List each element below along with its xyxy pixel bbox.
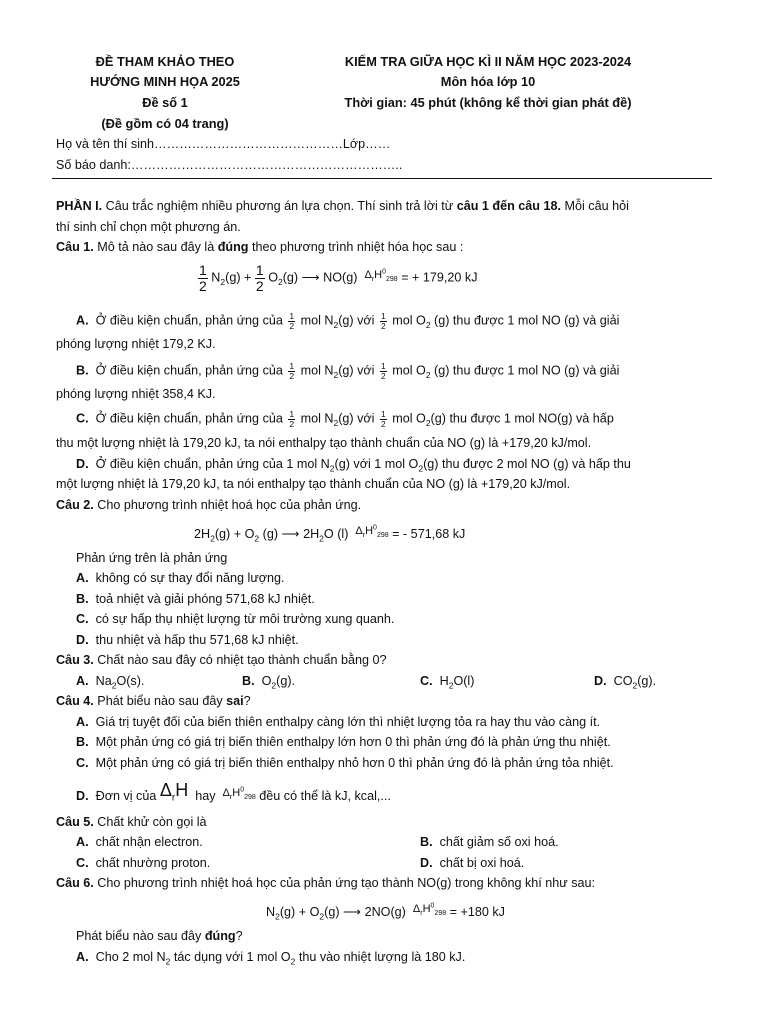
- header-left-1: ĐỀ THAM KHẢO THEO: [95, 54, 235, 69]
- q1-option-a[interactable]: A. Ở điều kiện chuẩn, phản ứng của $\frac{1}{2}$ mol $N_2(g)$ với $\frac{1}{2}$ mol $O_2$ (g) thu được 1 mol NO (g) và giải: [76, 311, 620, 331]
- duration: Thời gian: 45 phút (không kể thời gian phát đề): [344, 95, 632, 110]
- header-left-2: HƯỚNG MINH HỌA 2025: [90, 74, 240, 89]
- q1-option-b-cont: phóng lượng nhiệt 358,4 KJ.: [56, 387, 216, 401]
- q3-option-a[interactable]: A. $Na_2O(s)$.: [76, 674, 145, 691]
- question-1: Câu 1. Mô tả nào sau đây là đúng theo phương trình nhiệt hóa học sau :: [56, 240, 464, 254]
- q1-equation: $\frac{1}{2}$ $N_2(g)$ + $\frac{1}{2}$ $O_2(g)$ ⟶ NO(g) $\Delta_rH^0_{298}$ = + 179,20 kJ: [199, 262, 478, 294]
- q2-lead: Phản ứng trên là phản ứng: [76, 551, 228, 565]
- q4-option-d[interactable]: D. Đơn vị của $\Delta_rH$ hay $\Delta_rH^0_{298}$ đều có thể là kJ, kcal,...: [76, 780, 391, 804]
- page-count: (Đề gồm có 04 trang): [101, 116, 229, 131]
- q1-option-b[interactable]: B. Ở điều kiện chuẩn, phản ứng của $\frac{1}{2}$ mol $N_2(g)$ với $\frac{1}{2}$ mol $O_2$ (g) thu được 1 mol NO (g) và giải: [76, 361, 620, 381]
- exam-number: Đề số 1: [142, 95, 188, 110]
- q4-option-a[interactable]: A. Giá trị tuyệt đối của biến thiên enthalpy càng lớn thì nhiệt lượng tỏa ra hay thu vào càng ít.: [76, 715, 601, 729]
- q2-option-c[interactable]: C. có sự hấp thụ nhiệt lượng từ môi trường xung quanh.: [76, 612, 395, 626]
- q3-option-d[interactable]: D. $CO_2(g)$.: [594, 674, 657, 691]
- q3-option-c[interactable]: C. $H_2O(l)$: [420, 674, 475, 691]
- q2-option-b[interactable]: B. toả nhiệt và giải phóng 571,68 kJ nhiệt.: [76, 592, 315, 606]
- q1-option-d-cont: một lượng nhiệt là 179,20 kJ, ta nói enthalpy tạo thành chuẩn của NO (g) là +179,20 kJ/mol.: [56, 477, 571, 491]
- q1-option-a-cont: phóng lượng nhiệt 179,2 KJ.: [56, 337, 216, 351]
- q4-option-b[interactable]: B. Một phản ứng có giá trị biến thiên enthalpy lớn hơn 0 thì phản ứng đó là phản ứng thu nhiệt.: [76, 735, 611, 749]
- q4-option-c[interactable]: C. Một phản ứng có giá trị biến thiên enthalpy nhỏ hơn 0 thì phản ứng đó là phản ứng tỏa nhiệt.: [76, 756, 614, 770]
- q6-lead: Phát biểu nào sau đây đúng?: [76, 929, 243, 943]
- q2-option-d[interactable]: D. thu nhiệt và hấp thu 571,68 kJ nhiệt.: [76, 633, 299, 647]
- question-6: Câu 6. Cho phương trình nhiệt hoá học của phản ứng tạo thành NO(g) trong không khí như sau:: [56, 876, 596, 890]
- q5-option-d[interactable]: D. chất bị oxi hoá.: [420, 856, 525, 870]
- q5-option-a[interactable]: A. chất nhận electron.: [76, 835, 203, 849]
- q6-option-a[interactable]: A. Cho 2 mol $N_2$ tác dụng với 1 mol $O_2$ thu vào nhiệt lượng là 180 kJ.: [76, 950, 466, 967]
- q1-option-d[interactable]: D. Ở điều kiện chuẩn, phản ứng của 1 mol $N_2(g)$ với 1 mol $O_2(g)$ thu được 2 mol NO (g) và hấp thu: [76, 457, 631, 474]
- question-3: Câu 3. Chất nào sau đây có nhiệt tạo thành chuẩn bằng 0?: [56, 653, 387, 667]
- q5-option-b[interactable]: B. chất giảm số oxi hoá.: [420, 835, 559, 849]
- q1-option-c[interactable]: C. Ở điều kiện chuẩn, phản ứng của $\frac{1}{2}$ mol $N_2(g)$ với $\frac{1}{2}$ mol $O_2(g)$ thu được 1 mol NO(g) và hấp: [76, 409, 614, 429]
- header-divider: [52, 178, 712, 179]
- part1-intro-2: thí sinh chỉ chọn một phương án.: [56, 220, 241, 234]
- q3-option-b[interactable]: B. $O_2(g)$.: [242, 674, 296, 691]
- part1-intro: PHẦN I. Câu trắc nghiệm nhiều phương án lựa chọn. Thí sinh trả lời từ câu 1 đến câu 18. Mỗi câu hỏi: [56, 199, 629, 213]
- student-name-field: Họ và tên thí sinh………………………………………Lớp……: [56, 137, 391, 151]
- q5-option-c[interactable]: C. chất nhường proton.: [76, 856, 211, 870]
- q6-equation: $N_2(g) + O_2(g)$ ⟶ 2NO(g) $\Delta_rH^0_{298} = +180$ kJ: [266, 902, 505, 922]
- q2-equation: $2H_2(g) + O_2$ (g) ⟶ $2H_2O$ (l) $\Delta_rH^0_{298}$ = - 571,68 kJ: [194, 524, 466, 544]
- question-2: Câu 2. Cho phương trình nhiệt hoá học của phản ứng.: [56, 498, 362, 512]
- candidate-number-field: Số báo danh:………………………………………………………..: [56, 158, 403, 172]
- question-4: Câu 4. Phát biểu nào sau đây sai?: [56, 694, 251, 708]
- q1-option-c-cont: thu một lượng nhiệt là 179,20 kJ, ta nói enthalpy tạo thành chuẩn của NO (g) là +179,20 kJ/mol.: [56, 436, 592, 450]
- q2-option-a[interactable]: A. không có sự thay đổi năng lượng.: [76, 571, 285, 585]
- exam-title: KIỂM TRA GIỮA HỌC KÌ II NĂM HỌC 2023-2024: [344, 54, 632, 69]
- subject: Môn hóa lớp 10: [440, 74, 536, 89]
- question-5: Câu 5. Chất khử còn gọi là: [56, 815, 207, 829]
